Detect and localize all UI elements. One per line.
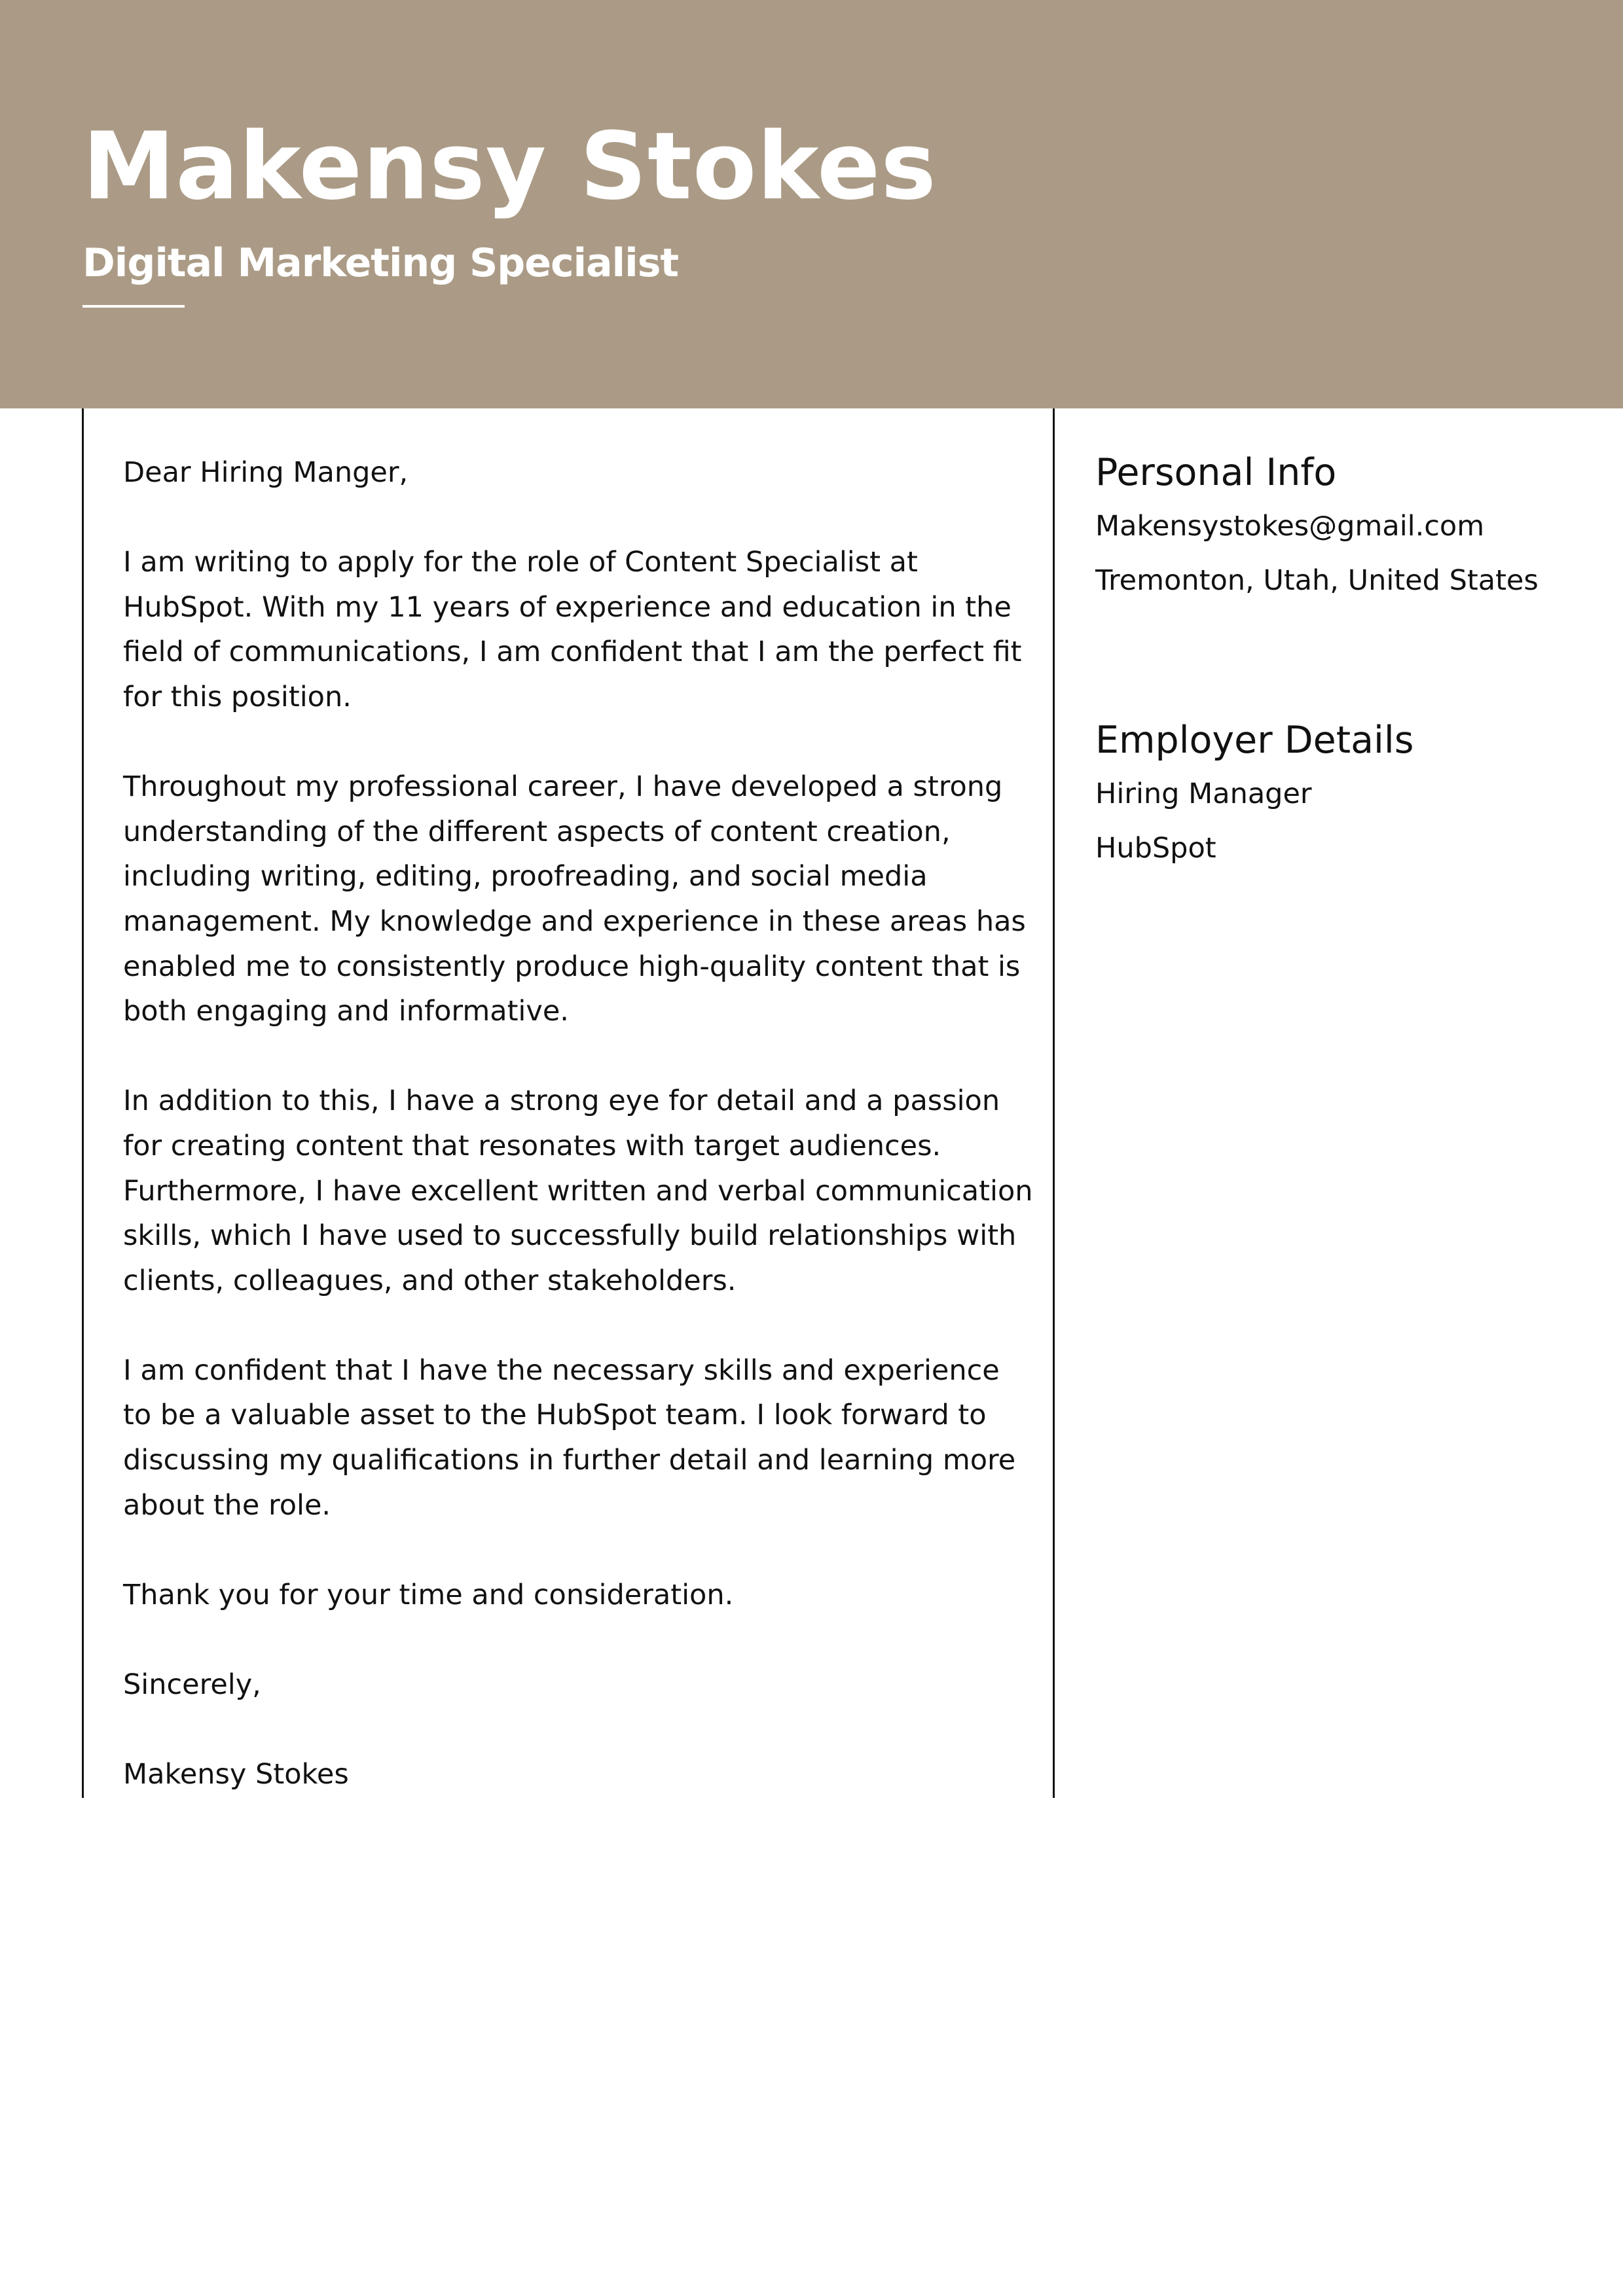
employer-contact: Hiring Manager: [1095, 778, 1312, 810]
title-underline-divider: [82, 305, 185, 308]
salutation: Dear Hiring Manger,: [123, 456, 409, 489]
employer-details-heading: Employer Details: [1095, 719, 1414, 762]
header-banner: [0, 0, 1623, 408]
employer-company: HubSpot: [1095, 832, 1216, 865]
left-column-rule: [82, 408, 84, 1798]
letter-paragraph: I am confident that I have the necessary skills and experience to be a valuable asset to the HubSpot team. I look forward to discussing my qualifications in further detail and learning more about the role.: [123, 1354, 1016, 1522]
letter-paragraph: Thank you for your time and consideration.: [123, 1578, 734, 1611]
letter-paragraph: In addition to this, I have a strong eye for detail and a passion for creating content that resonates with target audiences. Furthermore, I have excellent written and verbal communication skills, which I have used to successfully build relationships with clients, colleagues, and other stakeholders.: [123, 1085, 1033, 1297]
letter-paragraph: I am writing to apply for the role of Content Specialist at HubSpot. With my 11 years of experience and education in the field of communications, I am confident that I am the perfect fit for this position.: [123, 546, 1022, 713]
letter-body: [123, 450, 1036, 1797]
location: Tremonton, Utah, United States: [1095, 564, 1539, 597]
personal-info-heading: Personal Info: [1095, 451, 1337, 494]
personal-info-section: [1095, 446, 1541, 603]
employer-details-section: [1095, 714, 1541, 870]
column-divider-rule: [1053, 408, 1055, 1798]
applicant-name: Makensy Stokes: [82, 113, 937, 221]
signature: Makensy Stokes: [123, 1758, 349, 1791]
letter-paragraph: Throughout my professional career, I have developed a strong understanding of the different aspects of content creation, including writing, editing, proofreading, and social media management. My knowledge and experience in these areas has enabled me to consistently produce high-quality content that is both engaging and informative.: [123, 770, 1026, 1028]
job-title: Digital Marketing Specialist: [82, 240, 679, 286]
email-address: Makensystokes@gmail.com: [1095, 510, 1485, 543]
closing: Sincerely,: [123, 1668, 261, 1702]
